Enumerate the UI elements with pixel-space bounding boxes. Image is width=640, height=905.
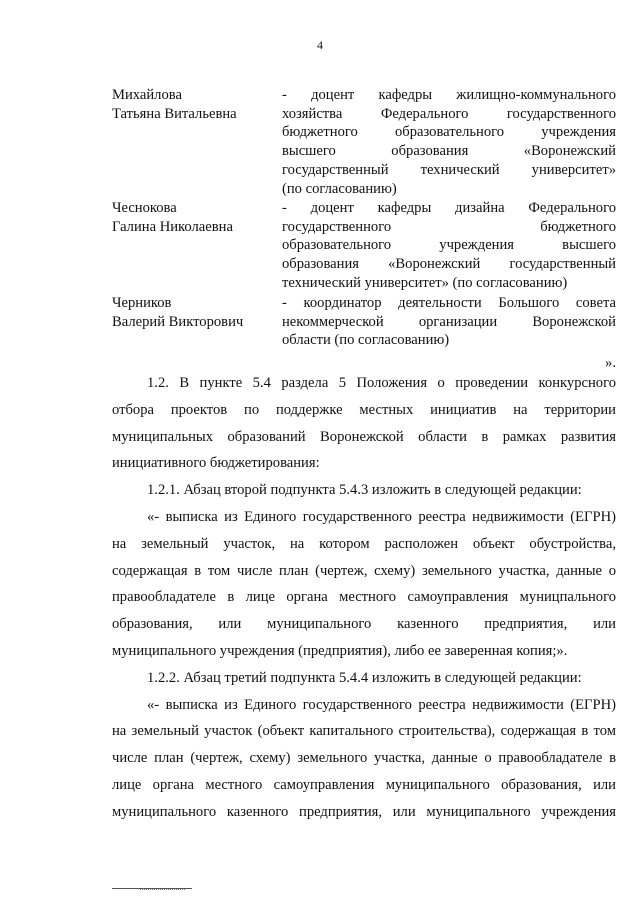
text-line: инициативного бюджетирования: (112, 455, 320, 472)
member-role (282, 86, 616, 198)
text-line: содержащая в том числе план (чертеж, схему) земельного участка, данные о (112, 562, 616, 579)
text-line: на земельный участок (объект капитального строительства), содержащая в том (112, 723, 616, 740)
role-line: государственного бюджетного (282, 218, 616, 235)
member-given-names: Валерий Викторович (112, 313, 244, 330)
role-line: некоммерческой организации Воронежской (282, 313, 616, 330)
page-number: 4 (317, 38, 323, 52)
text-line: отбора проектов по поддержке местных инициатив на территории (112, 401, 616, 418)
role-line: (по согласованию) (282, 180, 397, 197)
role-line: - доцент кафедры дизайна Федерального (282, 200, 616, 216)
text-line: правообладателе в лице органа местного самоуправления муницпального (112, 589, 616, 606)
text-line: числе план (чертеж, схему) земельного участка, данные о правообладателе в (112, 750, 616, 767)
member-role (282, 199, 616, 293)
role-line: области (по согласованию) (282, 332, 450, 349)
text-line: муниципального казенного предприятия, или муниципального учреждения (112, 803, 616, 820)
text-line: 1.2.1. Абзац второй подпункта 5.4.3 изложить в следующей редакции: (147, 482, 582, 499)
member-surname: Черников (112, 295, 172, 311)
role-line: бюджетного образовательного учреждения (282, 124, 616, 141)
member-surname: Чеснокова (112, 200, 177, 216)
text-line: 1.2. В пункте 5.4 раздела 5 Положения о проведении конкурсного (147, 375, 616, 391)
text-line: образования, или муниципального казенного предприятия, или (112, 616, 616, 633)
amendment-text (112, 370, 616, 826)
role-line: - доцент кафедры жилищно-коммунального (282, 87, 616, 103)
member-given-names: Татьяна Витальевна (112, 105, 237, 122)
text-line: 1.2.2. Абзац третий подпункта 5.4.4 изложить в следующей редакции: (147, 669, 582, 686)
text-line: муниципального учреждения (предприятия), либо ее заверенная копия;». (112, 642, 568, 659)
member-role (282, 294, 616, 350)
closing-quote: ». (605, 355, 616, 371)
paragraph-1-2-2 (112, 665, 616, 692)
role-line: хозяйства Федерального государственного (282, 105, 616, 122)
role-line: образования «Воронежский государственный (282, 256, 616, 273)
member-surname: Михайлова (112, 87, 182, 103)
text-line: «- выписка из Единого государственного реестра недвижимости (ЕГРН) (147, 508, 616, 525)
member-name (112, 86, 272, 123)
member-given-names: Галина Николаевна (112, 218, 233, 235)
text-line: муниципальных образований Воронежской области в рамках развития (112, 428, 616, 445)
text-line: лице органа местного самоуправления муниципального образования, или (112, 776, 616, 793)
member-name (112, 199, 272, 236)
paragraph-quote-2 (112, 692, 616, 826)
text-line: «- выписка из Единого государственного реестра недвижимости (ЕГРН) (147, 696, 616, 713)
text-line: на земельный участок, на котором расположен объект обустройства, (112, 535, 616, 552)
paragraph-quote-1 (112, 504, 616, 665)
footer-rule-dotted (140, 889, 185, 890)
role-line: образовательного учреждения высшего (282, 237, 616, 254)
role-line: высшего образования «Воронежский (282, 143, 616, 160)
paragraph-1-2 (112, 370, 616, 477)
role-line: государственный технический университет» (282, 161, 616, 178)
role-line: технический университет» (по согласованию) (282, 274, 568, 291)
paragraph-1-2-1 (112, 477, 616, 504)
role-line: - координатор деятельности Большого совета (282, 295, 616, 311)
member-name (112, 294, 272, 331)
